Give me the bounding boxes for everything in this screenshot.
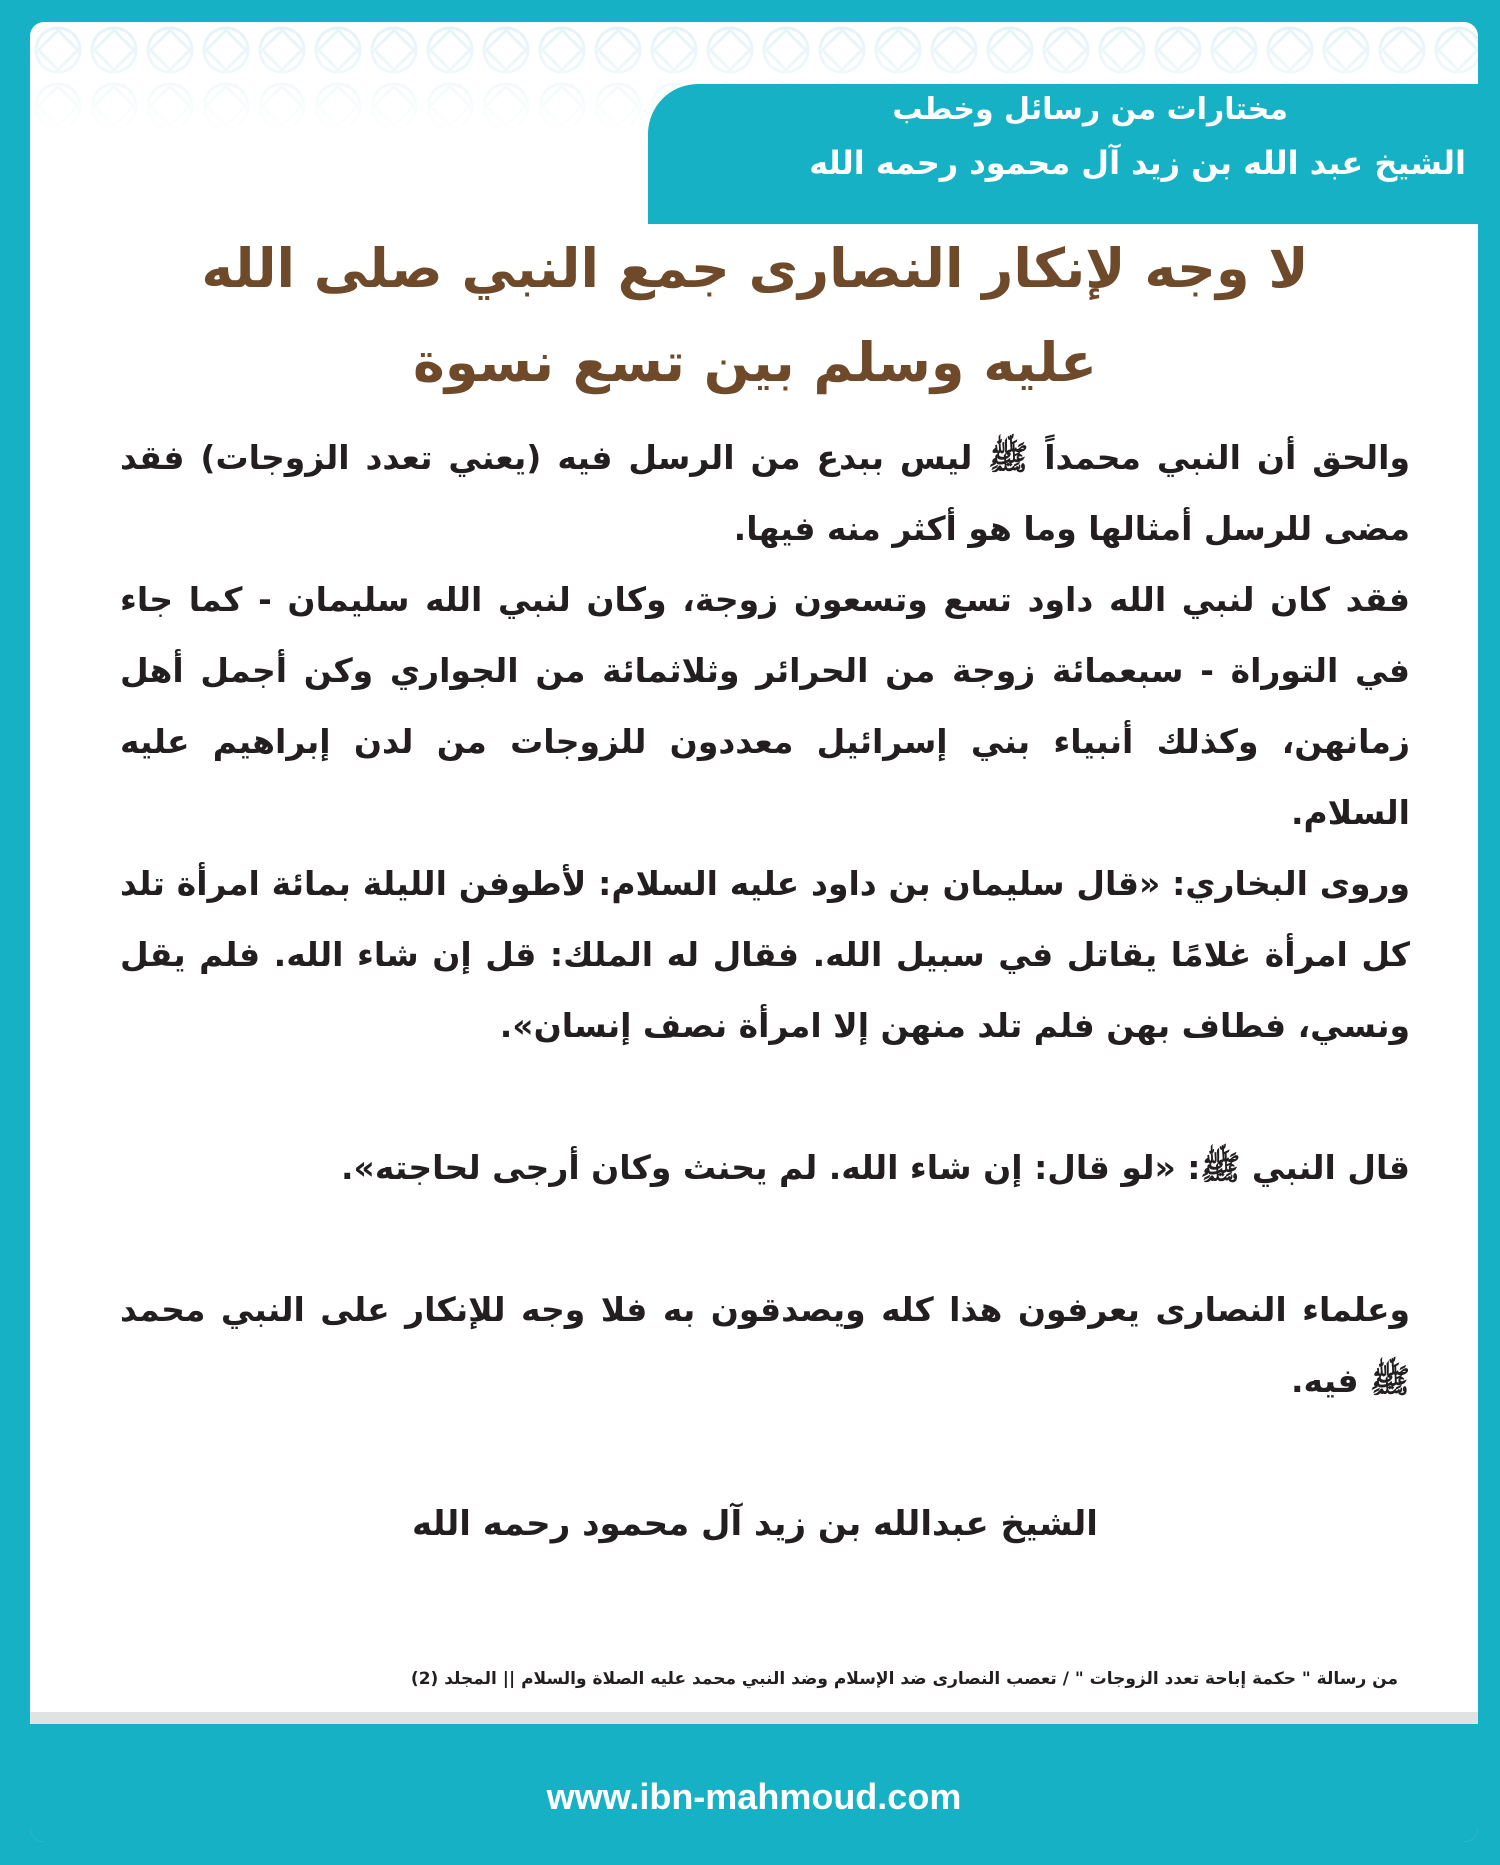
article-card bbox=[30, 22, 1478, 1842]
title-line-2: عليه وسلم بين تسع نسوة bbox=[413, 331, 1097, 394]
paragraph-3: وروى البخاري: «قال سليمان بن داود عليه السلام: لأطوفن الليلة بمائة امرأة تلد كل امرأة غلامًا يقاتل في سبيل الله. فقال له الملك: قل إن شاء الله. فلم يقل ونسي، فطاف بهن فلم تلد منهن إلا امرأة نصف إنسان». bbox=[120, 864, 1410, 1045]
source-note: من رسالة " حكمة إباحة تعدد الزوجات " / تعصب النصارى ضد الإسلام وضد النبي محمد عليه الصلاة والسلام || المجلد (2) bbox=[410, 1669, 1398, 1689]
series-title: مختارات من رسائل وخطب bbox=[892, 92, 1288, 127]
article-body bbox=[120, 422, 1410, 1416]
title-line-1: لا وجه لإنكار النصارى جمع النبي صلى الله bbox=[201, 237, 1309, 300]
paragraph-4: قال النبي ﷺ: «لو قال: إن شاء الله. لم يحنث وكان أرجى لحاجته». bbox=[340, 1148, 1410, 1187]
article-title bbox=[110, 222, 1400, 410]
footer-divider bbox=[30, 1712, 1478, 1724]
website-link[interactable]: www.ibn-mahmoud.com bbox=[546, 1776, 962, 1817]
header-author: الشيخ عبد الله بن زيد آل محمود رحمه الله bbox=[809, 144, 1466, 182]
header-banner bbox=[648, 84, 1478, 224]
paragraph-2: فقد كان لنبي الله داود تسع وتسعون زوجة، وكان لنبي الله سليمان - كما جاء في التوراة - سبعمائة زوجة من الحرائر وثلاثمائة من الجواري وكن أجمل أهل زمانهن، وكذلك أنبياء بني إسرائيل معددون للزوجات من لدن إبراهيم عليه السلام. bbox=[120, 580, 1410, 832]
paragraph-1: والحق أن النبي محمداً ﷺ ليس ببدع من الرسل فيه (يعني تعدد الزوجات) فقد مضى للرسل أمثالها وما هو أكثر منه فيها. bbox=[120, 438, 1410, 548]
signature: الشيخ عبدالله بن زيد آل محمود رحمه الله bbox=[412, 1504, 1098, 1544]
footer bbox=[30, 1724, 1478, 1842]
paragraph-5: وعلماء النصارى يعرفون هذا كله ويصدقون به فلا وجه للإنكار على النبي محمد ﷺ فيه. bbox=[120, 1290, 1410, 1400]
